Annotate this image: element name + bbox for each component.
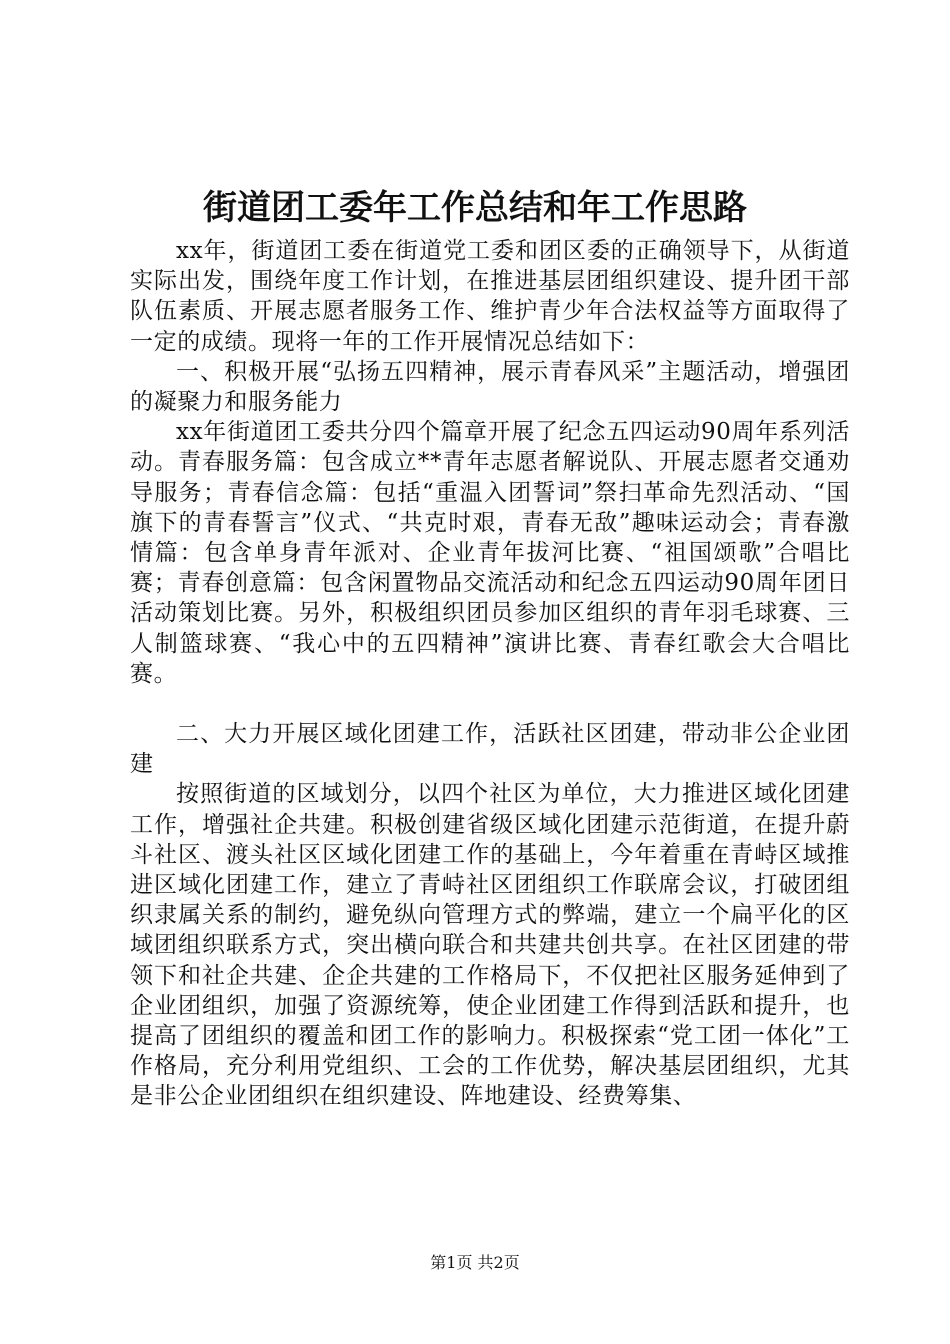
- document-body: [130, 236, 850, 1112]
- page-footer: 第1页 共2页: [430, 1253, 520, 1272]
- section-heading-1: 一、积极开展“弘扬五四精神，展示青春风采”主题活动，增强团的凝聚力和服务能力: [130, 358, 850, 416]
- section-heading-2: 二、大力开展区域化团建工作，活跃社区团建，带动非公企业团建: [130, 721, 850, 778]
- document-title: 街道团工委年工作总结和年工作思路: [203, 188, 747, 228]
- paragraph-intro: xx年，街道团工委在街道党工委和团区委的正确领导下，从街道实际出发，围绕年度工作计划，在推进基层团组织建设、提升团干部队伍素质、开展志愿者服务工作、维护青少年合法权益等方面取得了一定的成绩。现将一年的工作开展情况总结如下：: [130, 238, 850, 355]
- paragraph-spacer: [130, 689, 850, 719]
- paragraph-section-1: xx年街道团工委共分四个篇章开展了纪念五四运动90周年系列活动。青春服务篇：包含成立**青年志愿者解说队、开展志愿者交通劝导服务；青春信念篇：包括“重温入团誓词”祭扫革命先烈活动、“国旗下的青春誓言”仪式、“共克时艰，青春无敌”趣味运动会；青春激情篇：包含单身青年派对、企业青年拔河比赛、“祖国颂歌”合唱比赛；青春创意篇：包含闲置物品交流活动和纪念五四运动90周年团日活动策划比赛。另外，积极组织团员参加区组织的青年羽毛球赛、三人制篮球赛、“我心中的五四精神”演讲比赛、青春红歌会大合唱比赛。: [130, 419, 850, 687]
- paragraph-section-2: 按照街道的区域划分，以四个社区为单位，大力推进区域化团建工作，增强社企共建。积极创建省级区域化团建示范街道，在提升蔚斗社区、渡头社区区域化团建工作的基础上，今年着重在青峙区域推进区域化团建工作，建立了青峙社区团组织工作联席会议，打破团组织隶属关系的制约，避免纵向管理方式的弊端，建立一个扁平化的区域团组织联系方式，突出横向联合和共建共创共享。在社区团建的带领下和社企共建、企企共建的工作格局下，不仅把社区服务延伸到了企业团组织，加强了资源统筹，使企业团建工作得到活跃和提升，也提高了团组织的覆盖和团工作的影响力。积极探索“党工团一体化”工作格局，充分利用党组织、工会的工作优势，解决基层团组织，尤其是非公企业团组织在组织建设、阵地建设、经费筹集、: [130, 781, 850, 1110]
